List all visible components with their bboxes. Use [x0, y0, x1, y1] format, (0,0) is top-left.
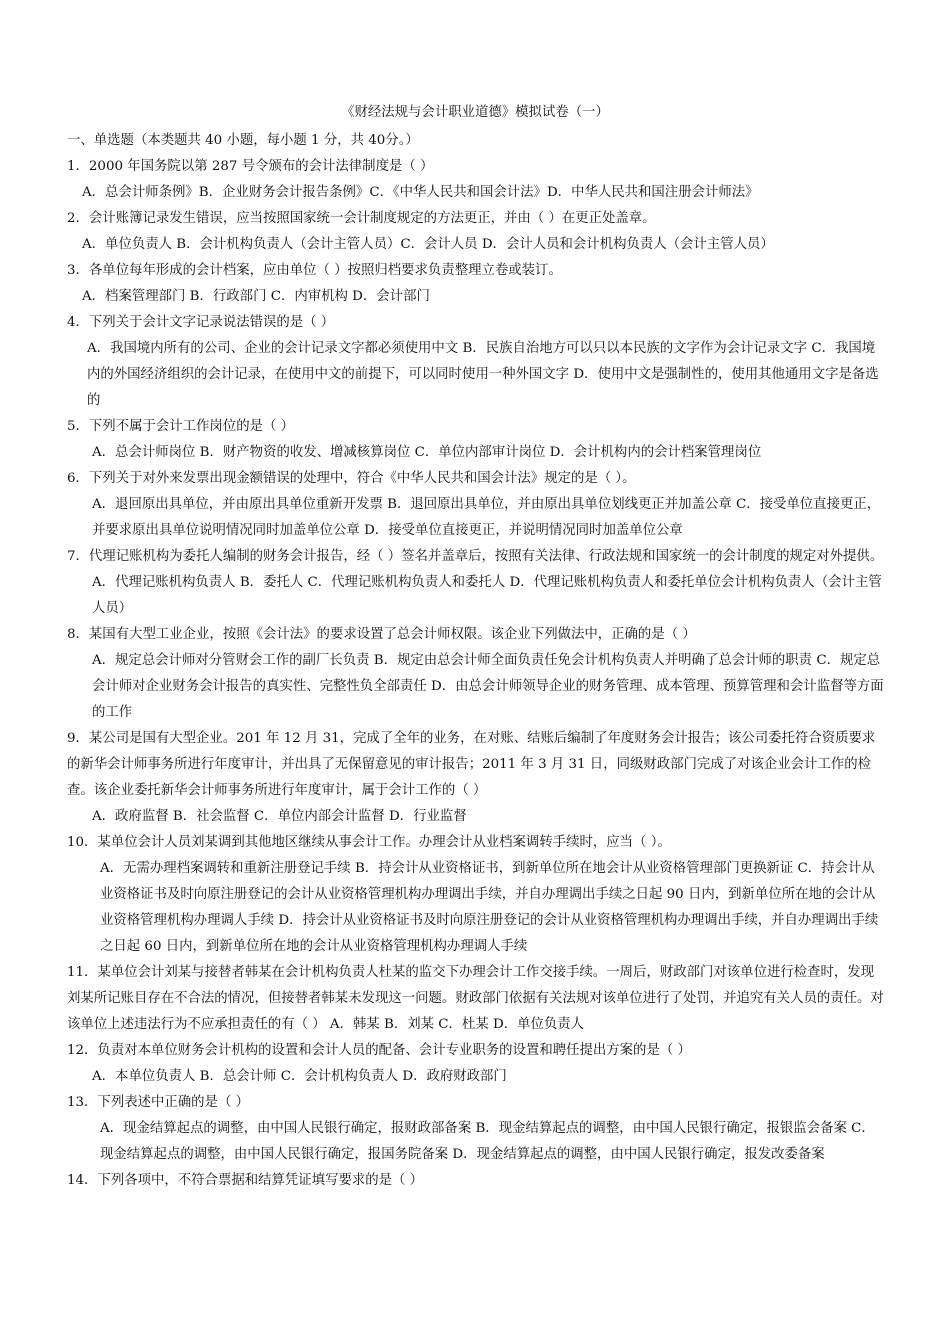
question-options: A．退回原出具单位，并由原出具单位重新开发票 B．退回原出具单位，并由原出具单位划线更正并加盖公章 C．接受单位直接更正，并要求原出具单位说明情况同时加盖单位公章 D．接受单位直接更正，并说明情况同时加盖单位公章	[92, 497, 881, 538]
question-stem: 12．负责对本单位财务会计机构的设置和会计人员的配备、会计专业职务的设置和聘任提出方案的是（ ）	[67, 1043, 691, 1058]
question-stem: 14．下列各项中，不符合票据和结算凭证填写要求的是（ ）	[67, 1173, 424, 1188]
question-stem: 3．各单位每年形成的会计档案，应由单位（ ）按照归档要求负责整理立卷或装订。	[67, 263, 562, 278]
question-stem: 1．2000 年国务院以第 287 号令颁布的会计法律制度是（ ）	[67, 159, 434, 174]
question-stem: 13．下列表述中正确的是（ ）	[67, 1095, 249, 1110]
question-options: A．我国境内所有的公司、企业的会计记录文字都必须使用中文 B．民族自治地方可以只以本民族的文字作为会计记录文字 C．我国境内的外国经济组织的会计记录，在使用中文的前提下，可以同时使用一种外国文字 D．使用中文是强制性的，使用其他通用文字是备选的	[87, 341, 879, 408]
question-options: A．总会计师岗位 B．财产物资的收发、增减核算岗位 C．单位内部审计岗位 D．会计机构内的会计档案管理岗位	[92, 445, 762, 460]
question-options: A．档案管理部门 B．行政部门 C．内审机构 D．会计部门	[82, 289, 430, 304]
question-stem: 4．下列关于会计文字记录说法错误的是（ ）	[67, 315, 335, 330]
question-stem: 7．代理记账机构为委托人编制的财务会计报告，经（ ）签名并盖章后，按照有关法律、行政法规和国家统一的会计制度的规定对外提供。	[67, 549, 884, 564]
question-list	[67, 128, 885, 1194]
section-heading: 一、单选题（本类题共 40 小题，每小题 1 分，共 40分。）	[67, 133, 419, 148]
question-options: A．单位负责人 B．会计机构负责人（会计主管人员）C．会计人员 D．会计人员和会计机构负责人（会计主管人员）	[82, 237, 774, 252]
question-stem: 11．某单位会计刘某与接替者韩某在会计机构负责人杜某的监交下办理会计工作交接手续。一周后，财政部门对该单位进行检查时，发现刘某所记账目存在不合法的情况，但接替者韩某未发现这一问题。财政部门依据有关法规对该单位进行了处罚，并追究有关人员的责任。对该单位上述违法行为不应承担责任的有（ ） A．韩某 B．刘某 C．杜某 D．单位负责人	[67, 965, 884, 1032]
question-stem: 8．某国有大型工业企业，按照《会计法》的要求设置了总会计师权限。该企业下列做法中，正确的是（ ）	[67, 627, 696, 642]
question-stem: 2．会计账簿记录发生错误，应当按照国家统一会计制度规定的方法更正，并由（ ）在更正处盖章。	[67, 211, 656, 226]
question-options: A．政府监督 B．社会监督 C．单位内部会计监督 D．行业监督	[92, 809, 467, 824]
question-stem: 10．某单位会计人员刘某调到其他地区继续从事会计工作。办理会计从业档案调转手续时，应当（ ）。	[67, 835, 671, 850]
question-options: A．本单位负责人 B．总会计师 C．会计机构负责人 D．政府财政部门	[92, 1069, 507, 1084]
question-options: A．现金结算起点的调整，由中国人民银行确定，报财政部备案 B．现金结算起点的调整，由中国人民银行确定，报银监会备案 C．现金结算起点的调整，由中国人民银行确定，报国务院备案 D．现金结算起点的调整，由中国人民银行确定，报发改委备案	[100, 1121, 875, 1162]
question-options: A．代理记账机构负责人 B．委托人 C．代理记账机构负责人和委托人 D．代理记账机构负责人和委托单位会计机构负责人（会计主管人员）	[92, 575, 882, 616]
question-stem: 9．某公司是国有大型企业。201 年 12 月 31，完成了全年的业务，在对账、结账后编制了年度财务会计报告；该公司委托符合资质要求的新华会计师事务所进行年度审计，并出具了无保留意见的审计报告；2011 年 3 月 31 日，同级财政部门完成了对该企业会计工作的检查。该企业委托新华会计师事务所进行年度审计，属于会计工作的（ ）	[67, 731, 876, 798]
question-options: A．规定总会计师对分管财会工作的副厂长负责 B．规定由总会计师全面负责任免会计机构负责人并明确了总会计师的职责 C．规定总会计师对企业财务会计报告的真实性、完整性负全部责任 D．由总会计师领导企业的财务管理、成本管理、预算管理和会计监督等方面的工作	[92, 653, 884, 720]
question-options: A．无需办理档案调转和重新注册登记手续 B．持会计从业资格证书，到新单位所在地会计从业资格管理部门更换新证 C．持会计从业资格证书及时向原注册登记的会计从业资格管理机构办理调出手续，并自办理调出手续之日起 90 日内，到新单位所在地的会计从业资格管理机构办理调人手续 D．持会计从业资格证书及时向原注册登记的会计从业资格管理机构办理调出手续，并自办理调出手续之日起 60 日内，到新单位所在地的会计从业资格管理机构办理调人手续	[100, 861, 879, 954]
question-options: A．总会计师条例》B．企业财务会计报告条例》C．《中华人民共和国会计法》D．中华人民共和国注册会计师法》	[82, 185, 759, 200]
document-title: 《财经法规与会计职业道德》模拟试卷（一）	[341, 105, 609, 120]
question-stem: 5．下列不属于会计工作岗位的是（ ）	[67, 419, 295, 434]
question-stem: 6．下列关于对外来发票出现金额错误的处理中，符合《中华人民共和国会计法》规定的是（ ）。	[67, 471, 636, 486]
